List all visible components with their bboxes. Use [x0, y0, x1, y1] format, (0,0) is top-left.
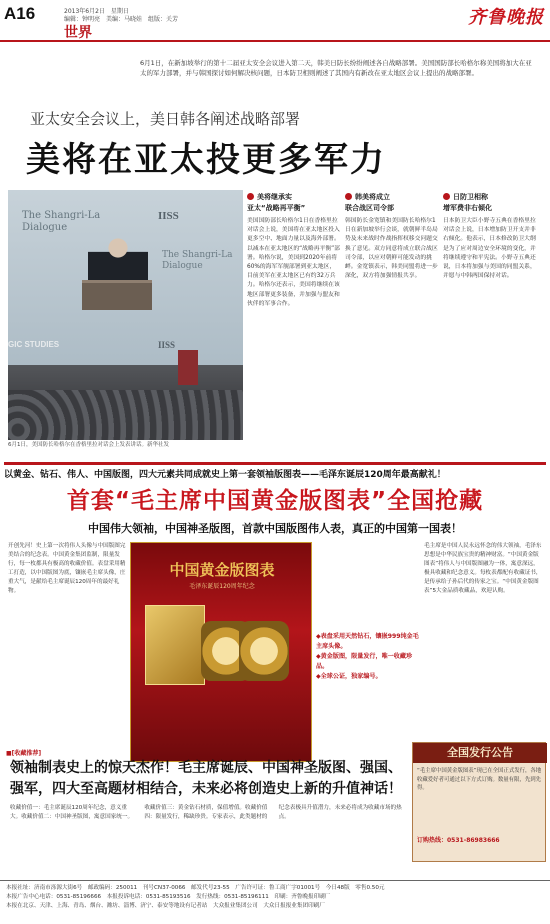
- bullet-icon: [247, 193, 254, 200]
- bullet-icon: [443, 193, 450, 200]
- product-subtitle: 毛泽东诞辰120周年纪念: [189, 583, 255, 590]
- column-body: 韩国防长金宽镇和美国防长哈格尔1日在新加坡举行会谈，就朝鲜半岛局势及未来战时作战指挥权移交问题交换了意见。双方同意将成立联合战区司令部，以应对朝鲜可能发动的挑衅。金宽镇表示，韩美同盟将进一步深化，双方将加强情报共享。: [345, 218, 438, 280]
- column-heading: [443, 192, 541, 214]
- column-korea: [345, 192, 439, 462]
- ad-product-image: [130, 542, 312, 762]
- ad-title: 首套“毛主席中国黄金版图表”全国抢藏: [66, 488, 484, 514]
- column-heading-line: 亚太“战略再平衡”: [247, 204, 306, 212]
- ad-left-text: 开创先河！史上第一次将伟人头像与中国版图完美结合的纪念表。中国黄金集团监制，限量发行，每一枚都具有极高的收藏价值。表盘采用精工打造，以中国版图为底，镶嵌毛主席头像，庄重大气，是献给毛主席诞辰120周年的最好礼物。: [8, 543, 126, 594]
- certificate-book: [145, 605, 205, 685]
- page-footer: [0, 880, 550, 924]
- column-us: [247, 192, 341, 462]
- ad-bullet: ◆黄金版图，限量发行，唯一收藏珍品。: [316, 653, 413, 670]
- release-notice-box: [412, 742, 546, 862]
- editor-credits: 编辑：钟明亮 美编：马晓娃 组版：关芳: [64, 16, 179, 23]
- article-headline: 美将在亚太投更多军力: [26, 140, 386, 180]
- column-heading-line: 韩美将成立: [355, 193, 390, 201]
- footer-line: 本报在北京、天津、上海、青岛、烟台、潍坊、淄博、济宁、泰安等地设有记者站 大众报业集团公司 大众日报报业集团印刷厂: [6, 903, 325, 909]
- section-name: 世界: [64, 25, 92, 41]
- order-hotline: 订购热线：0531-86983666: [417, 837, 500, 844]
- ad-bullet: ◆表盘采用天然钻石，镶嵌999纯金毛主席头像。: [316, 633, 419, 650]
- footer-line: 本报广告中心电话：0531-85196666 本报投诉电话：0531-85193516 发行热线：0531-85196111 印刷：齐鲁晚报印刷厂: [6, 894, 331, 900]
- release-notice-heading: 全国发行公告: [413, 743, 547, 763]
- column-japan: [443, 192, 541, 462]
- iiss-logo: IISS: [158, 210, 179, 222]
- column-body: 日本防卫大臣小野寺五典在香格里拉对话会上说，日本增加防卫开支并非右倾化。他表示，日本修改防卫大纲是为了应对周边安全环境的变化，并将继续遵守和平宪法。小野寺五典还说，日本将加强与美国的同盟关系，并愿与中韩两国保持对话。: [443, 218, 536, 280]
- story-body: 收藏价值一：毛主席诞辰120周年纪念，意义重大。收藏价值二：中国神圣版图，寓意国家统一。收藏价值三：黄金钻石材质，保值增值。收藏价值四：限量发行，稀缺珍贵。专家表示，此类题材的纪念表极具升值潜力，未来必将成为收藏市场的热点。: [10, 805, 402, 820]
- ad-subtitle: 中国伟大领袖，中国神圣版图，首款中国版图伟人表，真正的中国第一国表！: [88, 522, 462, 535]
- column-heading-line: 美将继承实: [257, 193, 292, 201]
- ad-right-text: 毛主席是中国人民永远怀念的伟大领袖，毛泽东思想是中华民族宝贵的精神财富。“中国黄金版图表”将伟人与中国版图融为一体，寓意深远，极具收藏和纪念意义。每枚表都配有收藏证书，是传承给子孙后代的传家之宝。“中国黄金版图表”5大金品质收藏品，欢迎认购。: [424, 543, 542, 594]
- column-body: 美国国防部长哈格尔1日在香格里拉对话会上说，美国将在亚太地区投入更多空中、地面力量以及海外部署。以减本在亚太地区的“战略再平衡”部署。哈格尔说，美国到2020年前将60%的海军军舰部署到亚太地区，目前美军在亚太地区已有约32万兵力。哈格尔还表示，美国将继续在该地区部署更多装备，并加强与盟友和伙伴的军事合作。: [247, 218, 340, 307]
- story-tag: ■[收藏推荐]: [6, 750, 42, 757]
- news-photo: [8, 190, 243, 440]
- issue-date: 2013年6月2日 星期日: [64, 8, 129, 15]
- column-heading-line: 日防卫相称: [453, 193, 488, 201]
- audience: [8, 390, 243, 440]
- ad-bullets: [316, 542, 420, 762]
- ad-banner: 以黄金、钻石、伟人、中国版图，四大元素共同成就史上第一套领袖版图表——毛泽东诞辰120周年最高献礼！: [4, 462, 546, 476]
- bullet-icon: [345, 193, 352, 200]
- page-header: [0, 0, 550, 42]
- column-heading: [345, 192, 439, 214]
- footer-line: 本报社址：济南市泺源大街6号 邮政编码：250011 刊号CN37-0066 邮发代号23-55 广告许可证：鲁工商广字01001号 今日48版 零售0.50元: [6, 885, 385, 891]
- article-lead: 6月1日，在新加坡举行的第十二届亚太安全会议进入第二天，韩美日防长纷纷阐述各自战略部署。美国国防部长哈格尔称美国将加大在亚太的军力部署，并与韩国探讨如何解决核问题，日本防卫相则阐述了其国内有新改在亚太地区会议上提出的战略部署。: [140, 59, 532, 77]
- iiss-logo: IISS: [158, 340, 176, 350]
- photo-caption: 6月1日，美国防长哈格尔在香格里拉对话会上发表讲话。新华社发: [8, 442, 170, 448]
- story-headline: 领袖制表史上的惊天杰作！毛主席诞辰、中国神圣版图、强国、强军，四大至高题材相结合，未来必将创造史上新的升值神话！: [10, 760, 402, 797]
- backdrop-text: The Shangri-La Dialogue: [22, 210, 101, 233]
- column-heading: [247, 192, 341, 214]
- column-heading-line: 增军费非右倾化: [443, 204, 492, 212]
- watch-icon: [239, 621, 289, 681]
- product-title: 中国黄金版图表: [169, 561, 275, 579]
- podium: [178, 350, 198, 385]
- release-notice-body: “毛主席中国黄金版图表”现已在全国正式发行，各地收藏爱好者可通过以下方式订购。数量有限，先到先得。: [417, 768, 542, 791]
- page-number: A16: [4, 4, 36, 23]
- podium: [82, 280, 152, 310]
- column-heading-line: 联合战区司令部: [345, 204, 394, 212]
- article-subtitle: 亚太安全会议上，美日韩各阐述战略部署: [30, 110, 301, 128]
- backdrop-text: The Shangri-La Dialogue: [162, 250, 233, 271]
- newspaper-masthead: 齐鲁晚报: [468, 7, 544, 28]
- ad-bullet: ◆全球公证，独家编号。: [316, 673, 382, 680]
- banner-text: GIC STUDIES: [8, 340, 60, 349]
